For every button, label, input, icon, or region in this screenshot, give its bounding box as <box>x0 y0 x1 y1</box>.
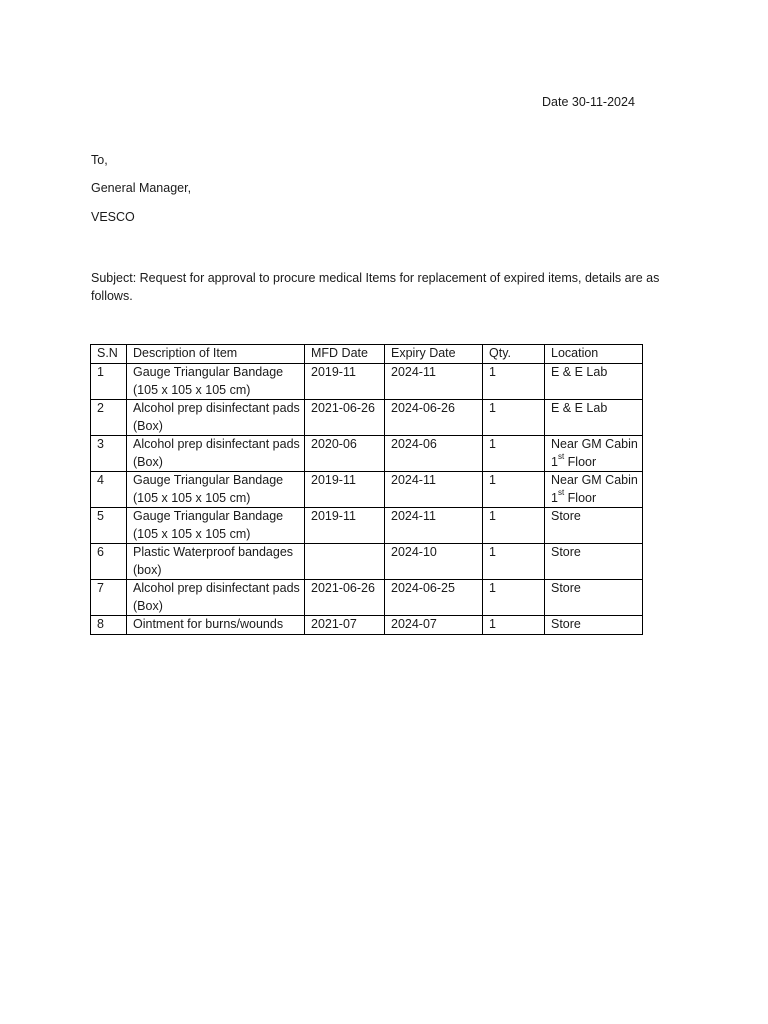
cell-description: Alcohol prep disinfectant pads (Box) <box>127 580 305 616</box>
table-row <box>91 436 643 472</box>
table-row <box>91 580 643 616</box>
cell-location <box>545 544 643 580</box>
cell-location <box>545 400 643 436</box>
location-suffix: Floor <box>564 490 597 505</box>
location-text: Near GM Cabin 1 <box>551 473 638 505</box>
header-sn: S.N <box>91 345 127 364</box>
cell-location <box>545 472 643 508</box>
table-header-row <box>91 345 643 364</box>
cell-sn: 2 <box>91 400 127 436</box>
recipient-organization: VESCO <box>91 210 135 224</box>
header-mfd-date: MFD Date <box>305 345 385 364</box>
header-location: Location <box>545 345 643 364</box>
location-text: Store <box>551 617 581 631</box>
table-row <box>91 472 643 508</box>
location-ordinal: st <box>557 488 565 498</box>
cell-qty: 1 <box>483 364 545 400</box>
cell-description: Ointment for burns/wounds <box>127 616 305 635</box>
cell-expiry-date: 2024-11 <box>385 472 483 508</box>
cell-qty: 1 <box>483 400 545 436</box>
header-qty: Qty. <box>483 345 545 364</box>
cell-mfd-date: 2020-06 <box>305 436 385 472</box>
cell-location <box>545 508 643 544</box>
location-text: E & E Lab <box>551 401 608 415</box>
location-text: E & E Lab <box>551 365 608 379</box>
header-description: Description of Item <box>127 345 305 364</box>
cell-mfd-date: 2021-06-26 <box>305 400 385 436</box>
letter-date: Date 30-11-2024 <box>542 95 635 109</box>
cell-sn: 8 <box>91 616 127 635</box>
location-text: Near GM Cabin 1 <box>551 437 638 469</box>
header-expiry-date: Expiry Date <box>385 345 483 364</box>
cell-mfd-date <box>305 544 385 580</box>
location-text: Store <box>551 545 581 559</box>
location-text: Store <box>551 581 581 595</box>
cell-qty: 1 <box>483 544 545 580</box>
cell-expiry-date: 2024-11 <box>385 364 483 400</box>
medical-items-table <box>90 344 643 635</box>
cell-description: Gauge Triangular Bandage (105 x 105 x 105 cm) <box>127 364 305 400</box>
cell-location <box>545 364 643 400</box>
cell-sn: 7 <box>91 580 127 616</box>
cell-sn: 1 <box>91 364 127 400</box>
cell-expiry-date: 2024-06-26 <box>385 400 483 436</box>
cell-qty: 1 <box>483 472 545 508</box>
cell-sn: 3 <box>91 436 127 472</box>
cell-mfd-date: 2019-11 <box>305 364 385 400</box>
cell-qty: 1 <box>483 580 545 616</box>
cell-mfd-date: 2021-06-26 <box>305 580 385 616</box>
cell-qty: 1 <box>483 508 545 544</box>
cell-expiry-date: 2024-11 <box>385 508 483 544</box>
cell-qty: 1 <box>483 436 545 472</box>
cell-description: Gauge Triangular Bandage (105 x 105 x 105 cm) <box>127 508 305 544</box>
cell-description: Alcohol prep disinfectant pads (Box) <box>127 436 305 472</box>
cell-expiry-date: 2024-10 <box>385 544 483 580</box>
cell-description: Alcohol prep disinfectant pads (Box) <box>127 400 305 436</box>
salutation-to: To, <box>91 153 108 167</box>
location-suffix: Floor <box>564 454 597 469</box>
table-row <box>91 400 643 436</box>
location-text: Store <box>551 509 581 523</box>
table-row <box>91 508 643 544</box>
cell-expiry-date: 2024-06 <box>385 436 483 472</box>
cell-location <box>545 580 643 616</box>
table-row <box>91 616 643 635</box>
cell-sn: 5 <box>91 508 127 544</box>
location-ordinal: st <box>557 452 565 462</box>
subject-line: Subject: Request for approval to procure medical Items for replacement of expired items, details are as follows. <box>91 271 660 303</box>
table-row <box>91 544 643 580</box>
cell-sn: 6 <box>91 544 127 580</box>
cell-description: Gauge Triangular Bandage (105 x 105 x 105 cm) <box>127 472 305 508</box>
cell-location <box>545 436 643 472</box>
cell-mfd-date: 2019-11 <box>305 472 385 508</box>
cell-expiry-date: 2024-07 <box>385 616 483 635</box>
table-row <box>91 364 643 400</box>
recipient-title: General Manager, <box>91 181 192 195</box>
cell-qty: 1 <box>483 616 545 635</box>
cell-mfd-date: 2019-11 <box>305 508 385 544</box>
cell-sn: 4 <box>91 472 127 508</box>
cell-mfd-date: 2021-07 <box>305 616 385 635</box>
cell-expiry-date: 2024-06-25 <box>385 580 483 616</box>
cell-location <box>545 616 643 635</box>
cell-description: Plastic Waterproof bandages (box) <box>127 544 305 580</box>
